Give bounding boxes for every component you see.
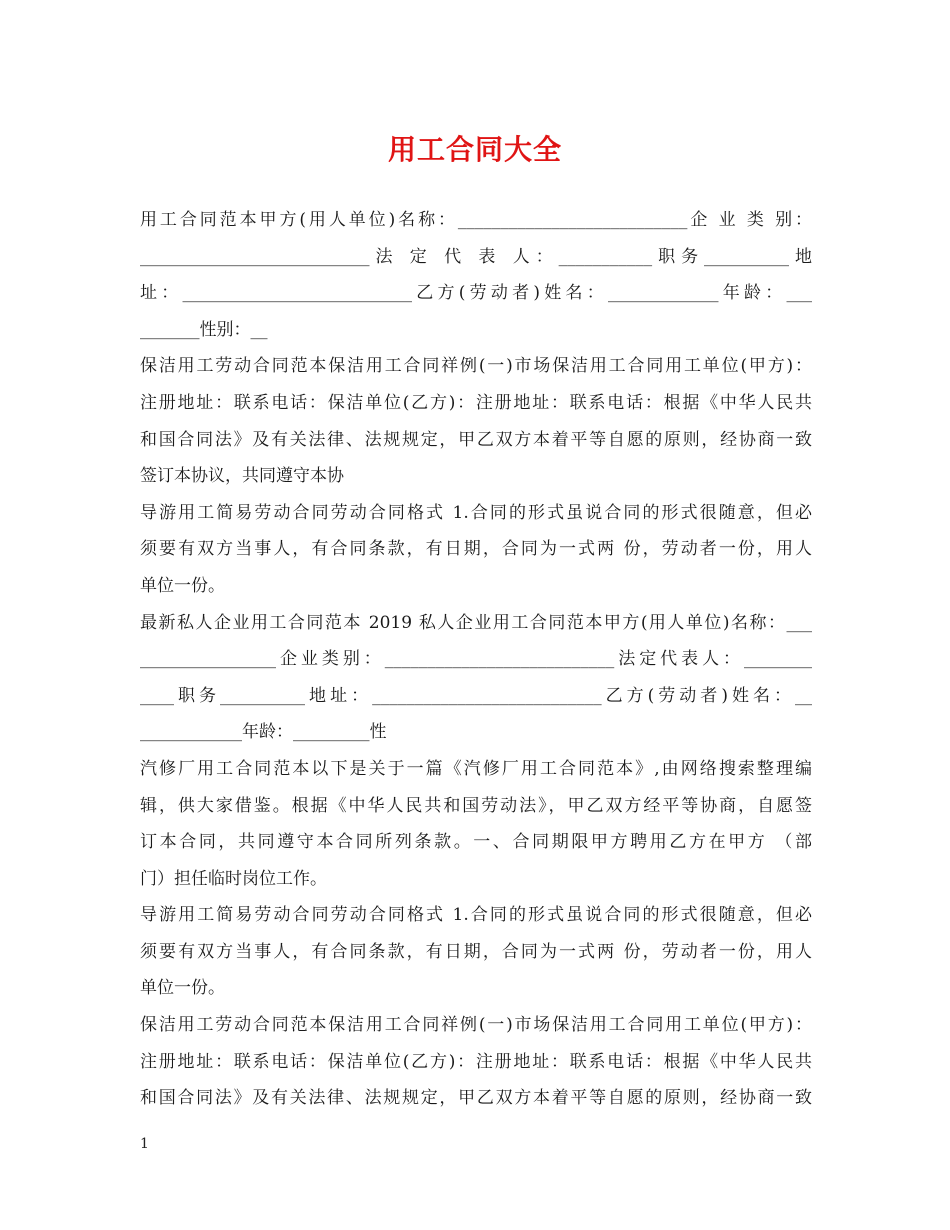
text-line: 注册地址：联系电话：保洁单位(乙方)：注册地址：联系电话：根据《中华人民共 bbox=[140, 392, 812, 413]
text-line: ____________年龄：_________性 bbox=[140, 722, 387, 743]
text-line: 注册地址：联系电话：保洁单位(乙方)：注册地址：联系电话：根据《中华人民共 bbox=[140, 1051, 812, 1072]
text-line: 汽修厂用工合同范本以下是关于一篇《汽修厂用工合同范本》,由网络搜索整理编 bbox=[140, 758, 812, 779]
document-body bbox=[140, 202, 812, 1117]
text-line: 单位一份。 bbox=[140, 575, 225, 596]
text-line: 须要有双方当事人，有合同条款，有日期，合同为一式两 份，劳动者一份，用人 bbox=[140, 941, 812, 962]
text-line: ________________企业类别：___________________________法定代表人：________ bbox=[140, 649, 812, 670]
text-line: 门）担任临时岗位工作。 bbox=[140, 868, 327, 889]
text-line: 订本合同，共同遵守本合同所列条款。一、合同期限甲方聘用乙方在甲方 （部 bbox=[140, 832, 812, 853]
text-line: ____职务__________地址：___________________________乙方(劳动者)姓名：__ bbox=[140, 685, 812, 706]
text-line: 用工合同范本甲方(用人单位)名称：___________________________企 业 类 别： bbox=[140, 210, 812, 230]
text-line: 址：___________________________乙方(劳动者)姓名：_____________年龄：___ bbox=[140, 283, 812, 304]
text-line: 辑，供大家借鉴。根据《中华人民共和国劳动法》，甲乙双方经平等协商，自愿签 bbox=[140, 795, 812, 816]
text-line: 保洁用工劳动合同范本保洁用工合同祥例(一)市场保洁用工合同用工单位(甲方)： bbox=[140, 356, 812, 377]
text-line: ___________________________法 定 代 表 人：___________职务__________地 bbox=[140, 246, 812, 267]
text-line: 签订本协议，共同遵守本协 bbox=[140, 466, 344, 487]
text-line: 单位一份。 bbox=[140, 978, 225, 999]
page-number: 1 bbox=[140, 1136, 149, 1152]
document-title: 用工合同大全 bbox=[387, 133, 562, 166]
text-line: 和国合同法》及有关法律、法规规定，甲乙双方本着平等自愿的原则，经协商一致 bbox=[140, 429, 812, 450]
text-line: 导游用工简易劳动合同劳动合同格式 1.合同的形式虽说合同的形式很随意，但必 bbox=[140, 905, 812, 926]
text-line: 保洁用工劳动合同范本保洁用工合同祥例(一)市场保洁用工合同用工单位(甲方)： bbox=[140, 1015, 812, 1036]
text-line: 导游用工简易劳动合同劳动合同格式 1.合同的形式虽说合同的形式很随意，但必 bbox=[140, 502, 812, 523]
text-line: 最新私人企业用工合同范本 2019 私人企业用工合同范本甲方(用人单位)名称：___ bbox=[140, 612, 812, 633]
text-line: 和国合同法》及有关法律、法规规定，甲乙双方本着平等自愿的原则，经协商一致 bbox=[140, 1088, 812, 1109]
text-line: _______性别：__ bbox=[140, 319, 268, 340]
text-line: 须要有双方当事人，有合同条款，有日期，合同为一式两 份，劳动者一份，用人 bbox=[140, 539, 812, 560]
